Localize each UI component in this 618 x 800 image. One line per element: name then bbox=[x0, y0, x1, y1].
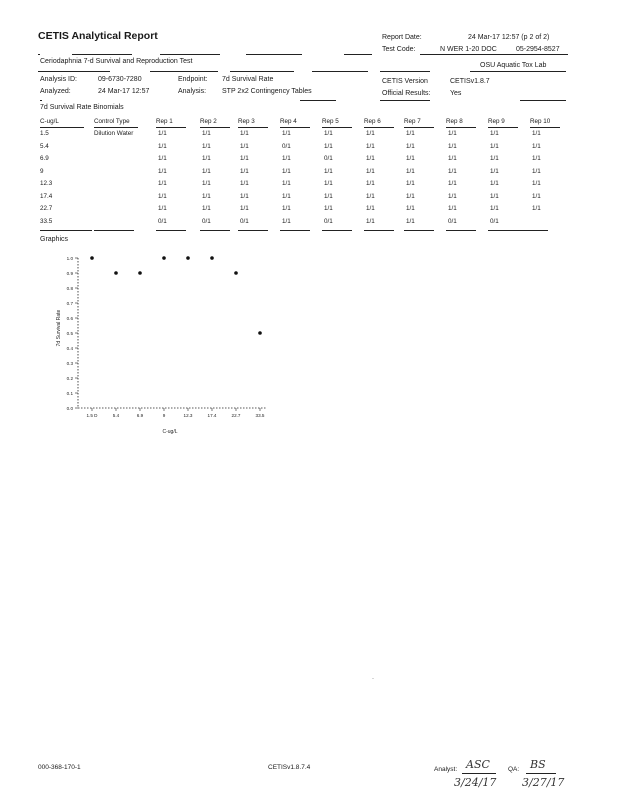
data-point bbox=[162, 256, 166, 260]
y-tick-label: 0.6 bbox=[66, 315, 73, 321]
rep-cell: 1/1 bbox=[532, 192, 541, 200]
rep-cell: 1/1 bbox=[366, 180, 375, 187]
rep-cell: 1/1 bbox=[366, 142, 375, 150]
analyzed: 24 Mar-17 12:57 bbox=[98, 88, 150, 95]
chart-y-ticks bbox=[67, 256, 78, 411]
y-tick-label: 0.2 bbox=[66, 375, 73, 381]
rep-cell: 1/1 bbox=[240, 142, 249, 150]
conc-cell: 9 bbox=[40, 167, 44, 175]
table-header-cell: Rep 2 bbox=[200, 118, 217, 125]
graphics-label: Graphics bbox=[40, 236, 69, 243]
rep-cell: 0/1 bbox=[448, 217, 457, 225]
rep-cell: 1/1 bbox=[366, 130, 375, 137]
endpoint-label: Endpoint: bbox=[178, 76, 208, 83]
rep-cell: 1/1 bbox=[158, 155, 167, 162]
rep-cell: 1/1 bbox=[158, 167, 167, 175]
table-header-cell: Control Type bbox=[94, 118, 130, 125]
rep-cell: 1/1 bbox=[324, 142, 333, 150]
rep-cell: 1/1 bbox=[324, 130, 333, 137]
x-tick-label: 22.7 bbox=[231, 413, 241, 418]
rep-cell: 1/1 bbox=[406, 205, 415, 212]
analysis-label: Analysis: bbox=[178, 88, 207, 95]
test-code-id: 05-2954-8527 bbox=[516, 46, 560, 53]
report-date: 24 Mar-17 12:57 (p 2 of 2) bbox=[468, 34, 550, 41]
y-tick-label: 0.0 bbox=[66, 405, 73, 411]
chart-axes bbox=[78, 258, 266, 408]
x-tick-label: 5.4 bbox=[112, 413, 120, 418]
conc-cell: 5.4 bbox=[40, 142, 49, 150]
chart-x-label: C-ug/L bbox=[162, 429, 178, 435]
qa-label: QA: bbox=[508, 766, 520, 773]
conc-cell: 33.5 bbox=[40, 217, 53, 225]
data-point bbox=[186, 256, 190, 260]
rep-cell: 0/1 bbox=[202, 217, 211, 225]
official-results: Yes bbox=[450, 90, 462, 97]
rep-cell: 1/1 bbox=[448, 167, 457, 175]
rep-cell: 1/1 bbox=[490, 167, 499, 175]
data-point bbox=[258, 331, 262, 335]
rep-cell: 1/1 bbox=[448, 155, 457, 162]
x-tick-label: 9 bbox=[162, 413, 166, 418]
rep-cell: 0/1 bbox=[490, 217, 499, 225]
rep-cell: 1/1 bbox=[158, 142, 167, 150]
chart-x-ticks bbox=[87, 408, 265, 418]
data-point bbox=[90, 256, 94, 260]
qa-date: 3/27/17 bbox=[522, 776, 565, 789]
rep-cell: 1/1 bbox=[324, 180, 333, 187]
lab-name: OSU Aquatic Tox Lab bbox=[480, 62, 547, 69]
rep-cell: 1/1 bbox=[202, 167, 211, 175]
rep-cell: 1/1 bbox=[324, 167, 333, 175]
rep-cell: 0/1 bbox=[158, 217, 167, 225]
rep-cell: 1/1 bbox=[448, 192, 457, 200]
rep-cell: 0/1 bbox=[324, 217, 333, 225]
rep-cell: 1/1 bbox=[324, 192, 333, 200]
y-tick-label: 0.4 bbox=[66, 345, 73, 351]
y-tick-label: 1.0 bbox=[66, 255, 73, 261]
rep-cell: 1/1 bbox=[532, 180, 541, 187]
table-header-cell: Rep 10 bbox=[530, 118, 551, 125]
table-header-cell: Rep 7 bbox=[404, 118, 421, 125]
software-version: CETISv1.8.7.4 bbox=[268, 764, 311, 771]
rep-cell: 1/1 bbox=[406, 167, 415, 175]
rep-cell: 1/1 bbox=[366, 155, 375, 162]
rep-cell: 1/1 bbox=[282, 130, 291, 137]
analysis-id-label: Analysis ID: bbox=[40, 76, 77, 83]
table-header-cell: Rep 5 bbox=[322, 118, 339, 125]
table-header-cell: Rep 3 bbox=[238, 118, 255, 125]
analyst-signature: ASC bbox=[466, 758, 490, 771]
table-header-cell: Rep 6 bbox=[364, 118, 381, 125]
rep-cell: 1/1 bbox=[282, 217, 291, 225]
rep-cell: 1/1 bbox=[282, 155, 291, 162]
rep-cell: 1/1 bbox=[240, 155, 249, 162]
analysis-method: STP 2x2 Contingency Tables bbox=[222, 88, 312, 95]
rep-cell: 1/1 bbox=[406, 180, 415, 187]
conc-cell: 12.3 bbox=[40, 180, 53, 187]
rep-cell: 1/1 bbox=[532, 142, 541, 150]
table-header-cell: Rep 9 bbox=[488, 118, 505, 125]
rep-cell: 0/1 bbox=[282, 142, 291, 150]
conc-cell: 22.7 bbox=[40, 205, 53, 212]
rep-cell: 1/1 bbox=[240, 205, 249, 212]
rep-cell: 1/1 bbox=[282, 167, 291, 175]
chart-y-label: 7d Survival Rate bbox=[56, 309, 62, 347]
rep-cell: 1/1 bbox=[158, 180, 167, 187]
rep-cell: 1/1 bbox=[282, 192, 291, 200]
rep-cell: 1/1 bbox=[448, 142, 457, 150]
x-tick-label: 1.5 D bbox=[86, 413, 98, 418]
cetis-version-label: CETIS Version bbox=[382, 78, 428, 85]
official-label: Official Results: bbox=[382, 90, 431, 97]
rep-cell: 1/1 bbox=[490, 155, 499, 162]
rep-cell: 1/1 bbox=[448, 130, 457, 137]
test-name: Ceriodaphnia 7-d Survival and Reproduction Test bbox=[40, 58, 193, 65]
rep-cell: 1/1 bbox=[406, 130, 415, 137]
rep-cell: 1/1 bbox=[406, 217, 415, 225]
rep-cell: 1/1 bbox=[366, 192, 375, 200]
rep-cell: 1/1 bbox=[490, 130, 499, 137]
rep-cell: 1/1 bbox=[202, 130, 211, 137]
data-point bbox=[210, 256, 214, 260]
rep-cell: 1/1 bbox=[448, 180, 457, 187]
rep-cell: 1/1 bbox=[490, 142, 499, 150]
rep-cell: 1/1 bbox=[240, 130, 249, 137]
table-header-cell: Rep 1 bbox=[156, 118, 173, 125]
chart-points bbox=[90, 256, 262, 335]
rep-cell: 1/1 bbox=[366, 217, 375, 225]
y-tick-label: 0.1 bbox=[66, 390, 73, 396]
doc-id: 000-368-170-1 bbox=[38, 764, 81, 771]
conc-cell: 6.9 bbox=[40, 155, 49, 162]
rep-cell: 1/1 bbox=[202, 205, 211, 212]
conc-cell: 1.5 bbox=[40, 130, 49, 137]
rep-cell: 1/1 bbox=[158, 205, 167, 212]
rep-cell: 1/1 bbox=[202, 142, 211, 150]
x-tick-label: 12.3 bbox=[183, 413, 193, 418]
table-header-cell: C-ug/L bbox=[40, 118, 59, 125]
table-title: 7d Survival Rate Binomials bbox=[40, 104, 124, 111]
rep-cell: 1/1 bbox=[158, 130, 167, 137]
test-code: N WER 1-20 DOC bbox=[440, 46, 497, 53]
rep-cell: 1/1 bbox=[240, 180, 249, 187]
rep-cell: 1/1 bbox=[406, 155, 415, 162]
rep-cell: 1/1 bbox=[490, 192, 499, 200]
analyzed-label: Analyzed: bbox=[40, 88, 71, 95]
analysis-id: 09-6730-7280 bbox=[98, 76, 142, 83]
y-tick-label: 0.9 bbox=[66, 270, 73, 276]
rep-cell: 1/1 bbox=[202, 192, 211, 200]
stray-mark: · bbox=[372, 676, 374, 682]
rep-cell: 1/1 bbox=[282, 180, 291, 187]
control-type-cell: Dilution Water bbox=[94, 130, 134, 137]
y-tick-label: 0.8 bbox=[66, 285, 73, 291]
rep-cell: 1/1 bbox=[532, 155, 541, 162]
report-title: CETIS Analytical Report bbox=[38, 30, 158, 42]
survival-chart bbox=[50, 250, 290, 440]
cetis-version: CETISv1.8.7 bbox=[450, 78, 490, 85]
y-tick-label: 0.5 bbox=[66, 330, 73, 336]
rep-cell: 1/1 bbox=[532, 167, 541, 175]
rep-cell: 1/1 bbox=[366, 205, 375, 212]
conc-cell: 17.4 bbox=[40, 192, 53, 200]
rep-cell: 1/1 bbox=[324, 205, 333, 212]
rep-cell: 1/1 bbox=[202, 180, 211, 187]
rep-cell: 1/1 bbox=[366, 167, 375, 175]
rep-cell: 1/1 bbox=[490, 180, 499, 187]
rep-cell: 1/1 bbox=[532, 130, 541, 137]
data-point bbox=[138, 271, 142, 275]
rep-cell: 1/1 bbox=[240, 192, 249, 200]
rep-cell: 1/1 bbox=[202, 155, 211, 162]
y-tick-label: 0.7 bbox=[66, 300, 73, 306]
analyst-date: 3/24/17 bbox=[454, 776, 497, 789]
y-tick-label: 0.3 bbox=[66, 360, 73, 366]
test-code-label: Test Code: bbox=[382, 46, 416, 53]
rep-cell: 1/1 bbox=[282, 205, 291, 212]
rep-cell: 0/1 bbox=[324, 155, 333, 162]
report-date-label: Report Date: bbox=[382, 34, 422, 41]
rep-cell: 1/1 bbox=[448, 205, 457, 212]
rep-cell: 1/1 bbox=[532, 205, 541, 212]
x-tick-label: 6.9 bbox=[136, 413, 144, 418]
rep-cell: 1/1 bbox=[490, 205, 499, 212]
data-point bbox=[114, 271, 118, 275]
rep-cell: 1/1 bbox=[406, 192, 415, 200]
x-tick-label: 33.5 bbox=[255, 413, 265, 418]
rep-cell: 1/1 bbox=[158, 192, 167, 200]
rep-cell: 1/1 bbox=[240, 167, 249, 175]
table-header-cell: Rep 4 bbox=[280, 118, 297, 125]
data-point bbox=[234, 271, 238, 275]
qa-signature: BS bbox=[530, 758, 546, 771]
rep-cell: 1/1 bbox=[406, 142, 415, 150]
x-tick-label: 17.4 bbox=[207, 413, 217, 418]
endpoint: 7d Survival Rate bbox=[222, 76, 274, 83]
rep-cell: 0/1 bbox=[240, 217, 249, 225]
table-header-cell: Rep 8 bbox=[446, 118, 463, 125]
analyst-label: Analyst: bbox=[434, 766, 458, 773]
